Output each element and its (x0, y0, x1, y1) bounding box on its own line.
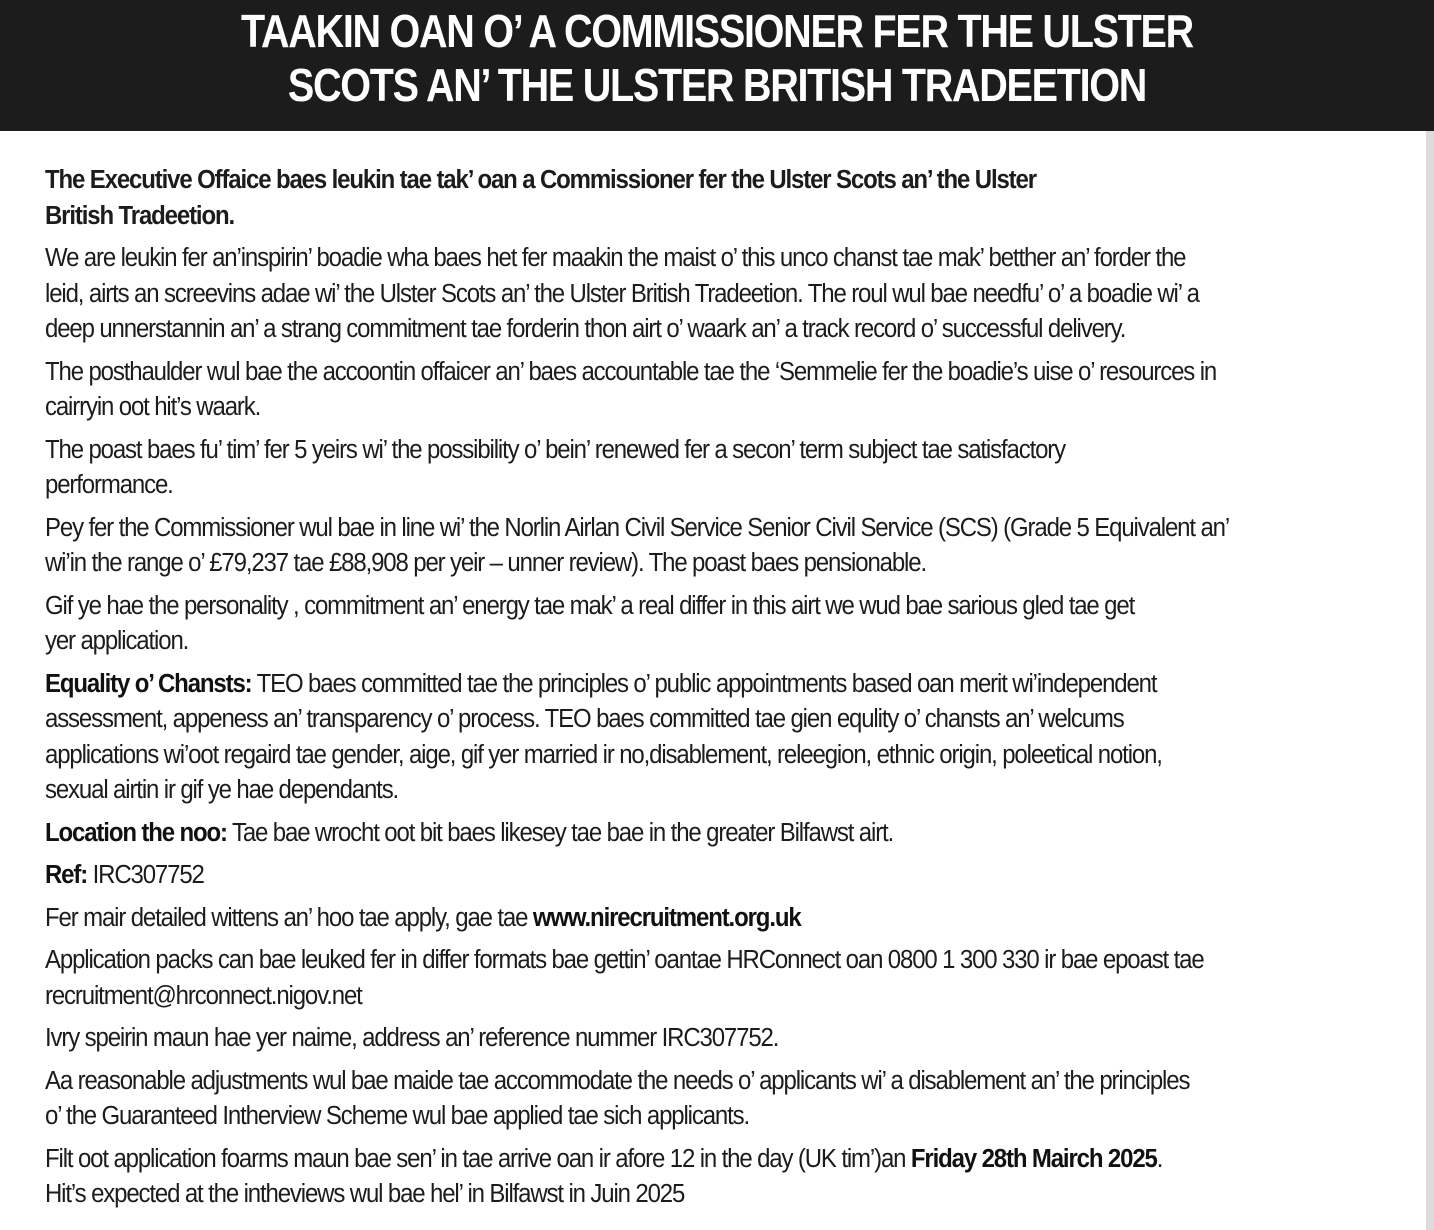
application-packs-paragraph (45, 943, 1417, 1014)
enquiry-text: Ivry speirin maun hae yer naime, address an’ reference nummer IRC307752. (45, 1024, 779, 1052)
role-line-1: We are leukin fer an’inspirin’ boadie wha baes het fer maakin the maist o’ this unco chanst tae mak’ betther an’ forder the (45, 244, 1186, 272)
adjustments-line-2: o’ the Guaranteed Intherview Scheme wul bae applied tae sich applicants. (45, 1102, 750, 1130)
term-line-1: The poast baes fu’ tim’ fer 5 yeirs wi’ the possibility o’ bein’ renewed fer a secon’ term subject tae satisfactory (45, 435, 1066, 464)
accountability-paragraph (45, 355, 1417, 426)
advert-text-block (45, 163, 1417, 1213)
equality-line-3: applications wi’oot regaird tae gender, aige, gif yer married ir no,disablement, releegion, ethnic origin, poleetical notion, (45, 740, 1162, 769)
equality-line-4: sexual airtin ir gif ye hae dependants. (45, 776, 399, 804)
recruitment-email-link[interactable]: recruitment@hrconnect.nigov.net (45, 981, 362, 1010)
interviews-text: Hit’s expected at the intheviews wul bae hel’ in Bilfawst in Juin 2025 (45, 1180, 685, 1208)
location-label: Location the noo: (45, 818, 227, 847)
accountability-line-2: cairryin oot hit’s waark. (45, 393, 261, 421)
reference-value: IRC307752 (87, 861, 204, 889)
location-text: Tae bae wrocht oot bit baes likesey tae bae in the greater Bilfawst airt. (226, 818, 894, 847)
header-title-line-2: SCOTS AN’ THE ULSTER BRITISH TRADEETION (287, 59, 1147, 111)
intro-line-2: British Tradeetion. (45, 201, 235, 230)
deadline-end: . (1156, 1144, 1163, 1173)
reference-paragraph (45, 858, 1417, 894)
header-title-line-1: TAAKIN OAN O’ A COMMISSIONER FER THE ULSTER (241, 5, 1193, 57)
deadline-text: Filt oot application foarms maun bae sen’ in tae arrive oan ir afore 12 in the day (UK tim’)an (45, 1144, 911, 1173)
role-line-2: leid, airts an screevins adae wi’ the Ulster Scots an’ the Ulster British Tradeetion. The roul wul bae needfu’ o’ a boadie wi’ a (45, 279, 1199, 308)
role-description-paragraph (45, 241, 1417, 348)
intro-line-1: The Executive Offaice baes leukin tae tak’ oan a Commissioner fer the Ulster Scots an’ the Ulster (45, 166, 1036, 194)
invitation-line-2: yer application. (45, 627, 189, 655)
equality-paragraph (45, 667, 1417, 809)
details-paragraph (45, 901, 1417, 937)
equality-line-1: TEO baes committed tae the principles o’ public appointments based oan merit wi’independent (251, 669, 1157, 698)
advert-body (45, 163, 1425, 1220)
enquiry-paragraph (45, 1021, 1417, 1057)
intro-paragraph (45, 163, 1417, 234)
recruitment-website-link[interactable]: www.nirecruitment.org.uk (532, 903, 801, 932)
pay-line-1: Pey fer the Commissioner wul bae in line wi’ the Norlin Airlan Civil Service Senior Civil Service (SCS) (Grade 5 Equivalent an’ (45, 513, 1230, 542)
pay-line-2: wi’in the range o’ £79,237 tae £88,908 per yeir – unner review). The poast baes pensionable. (45, 549, 926, 577)
role-line-3: deep unnerstannin an’ a strang commitment tae forderin thon airt o’ waark an’ a track record o’ successful delivery. (45, 315, 1126, 343)
details-text: Fer mair detailed wittens an’ hoo tae apply, gae tae (45, 903, 533, 932)
reference-label: Ref: (45, 861, 88, 889)
pay-paragraph (45, 511, 1417, 582)
accountability-line-1: The posthaulder wul bae the accoontin offaicer an’ baes accountable tae the ‘Semmelie fer the boadie’s uise o’ resources in (45, 357, 1217, 386)
adjustments-paragraph (45, 1064, 1417, 1135)
advert-header (0, 0, 1434, 131)
invitation-line-1: Gif ye hae the personality , commitment an’ energy tae mak’ a real differ in this airt we wud bae sarious gled tae get (45, 591, 1135, 620)
packs-line-1: Application packs can bae leuked fer in differ formats bae gettin’ oantae HRConnect oan 0800 1 300 330 ir bae epoast tae (45, 946, 1204, 974)
term-line-2: performance. (45, 471, 173, 499)
equality-label: Equality o’ Chansts: (45, 669, 252, 698)
invitation-paragraph (45, 589, 1417, 660)
location-paragraph (45, 816, 1417, 852)
deadline-paragraph (45, 1142, 1417, 1213)
term-paragraph (45, 433, 1417, 504)
deadline-date: Friday 28th Mairch 2025 (910, 1144, 1157, 1173)
adjustments-line-1: Aa reasonable adjustments wul bae maide tae accommodate the needs o’ applicants wi’ a disablement an’ the principles (45, 1066, 1190, 1095)
equality-line-2: assessment, appeness an’ transparency o’ process. TEO baes committed tae gien equlity o’ chansts an’ welcums (45, 705, 1124, 733)
